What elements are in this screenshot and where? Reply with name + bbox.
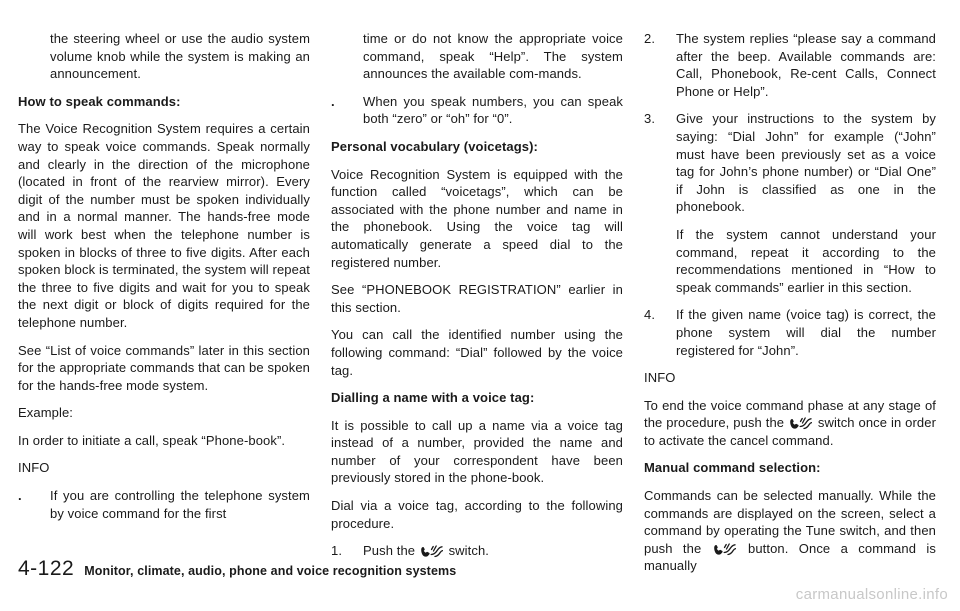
bullet-mark: . [18, 488, 22, 504]
bullet-mark: . [331, 93, 335, 109]
paragraph-see-list: See “List of voice commands” later in this section for the appropriate commands that can be spoken for the hands-free mode system. [18, 342, 310, 393]
step-text-before: Push the [363, 543, 416, 559]
paragraph-see-phonebook: See “PHONEBOOK REGISTRATION” earlier in this section. [331, 282, 623, 315]
step-4 [644, 306, 936, 359]
page-number: 4-122 [18, 557, 75, 580]
step-text: Give your instructions to the system by saying: “Dial John” for example (“John” must have been previously set as a voice tag for John’s phone number) or “Dial One” if John is classified as one in the phonebook. [676, 111, 936, 215]
text-column-2 [331, 30, 623, 570]
chapter-title: Monitor, climate, audio, phone and voice recognition systems [84, 564, 457, 578]
talk-switch-icon [421, 543, 443, 558]
paragraph-example: In order to initiate a call, speak “Phone-book”. [18, 432, 286, 448]
heading-dialling-voice-tag: Dialling a name with a voice tag: [331, 390, 535, 406]
step-text: If the given name (voice tag) is correct, the phone system will dial the number registered for “John”. [676, 307, 936, 358]
page-footer [18, 557, 456, 581]
manual-text-after: button. Once a command is manually [644, 540, 936, 574]
step-number: 1. [331, 543, 343, 559]
step-number: 3. [644, 111, 656, 127]
step-2 [644, 30, 936, 100]
talk-switch-icon [714, 541, 736, 556]
step-3-note: If the system cannot understand your command, repeat it according to the recommendations mentioned in “How to speak commands” earlier in this section. [676, 226, 936, 295]
bullet-numbers [331, 93, 623, 128]
step-3 [644, 110, 936, 216]
watermark: carmanualsonline.info [795, 586, 948, 603]
paragraph-call-command: You can call the identified number using the following command: “Dial” followed by the voice tag. [331, 327, 623, 378]
heading-personal-vocabulary: Personal vocabulary (voicetags): [331, 138, 538, 154]
heading-manual-selection: Manual command selection: [644, 460, 821, 476]
paragraph-dial-procedure: Dial via a voice tag, according to the following procedure. [331, 498, 623, 531]
step-number: 2. [644, 31, 656, 46]
manual-text-before: Commands can be selected manually. While the commands are displayed on the screen, select a command by operating the Tune switch, and then push the [644, 488, 936, 556]
bullet-text: When you speak numbers, you can speak both “zero” or “oh” for “0”. [363, 93, 623, 127]
paragraph-possible: It is possible to call up a name via a voice tag instead of a number, provided the name and number of your correspondent have been previously stored in the phone-book. [331, 417, 623, 486]
bullet-continuation: time or do not know the appropriate voice command, speak “Help”. The system announces the available com-mands. [363, 31, 623, 82]
example-label: Example: [18, 405, 73, 421]
end-text-before: To end the voice command phase at any stage of the procedure, push the [644, 397, 936, 431]
text-column-3 [644, 30, 936, 585]
paragraph-manual-selection [644, 487, 936, 575]
info-label: INFO [644, 370, 676, 386]
paragraph-speak-requirements: The Voice Recognition System requires a certain way to speak voice commands. Speak normally and clearly in the direction of the microphone (located in front of the rearview mirror). Every digit of the number must be spoken individually and in a normal manner. The hands-free mode will work best when the telephone number is spoken in blocks of three to five digits. After each spoken block is terminated, the system will repeat the three to five digits and wait for you to speak the next digit or block of digits required for the telephone number. [18, 121, 310, 330]
text-column-1 [18, 30, 310, 532]
talk-switch-icon [790, 415, 812, 430]
paragraph-end-voice-command [644, 397, 936, 450]
paragraph-voicetags: Voice Recognition System is equipped with the function called “voicetags”, which can be associated with the phone number and name in the phonebook. Using the voice tag will automatically generate a speed dial to the registered number. [331, 166, 623, 270]
bullet-text: If you are controlling the telephone system by voice command for the first [50, 488, 310, 521]
step-text-after: switch. [448, 543, 489, 559]
info-label: INFO [18, 460, 50, 476]
bullet-first-time [18, 487, 310, 522]
step-number: 4. [644, 307, 656, 323]
end-text-after: switch once in order to activate the cancel command. [644, 415, 937, 448]
continuation-paragraph: the steering wheel or use the audio system volume knob while the system is making an announcement. [50, 31, 310, 82]
step-text: The system replies “please say a command after the beep. Available commands are: Call, Phonebook, Re-cent Calls, Connect Phone or Help”. [676, 31, 936, 99]
heading-how-to-speak: How to speak commands: [18, 93, 181, 109]
